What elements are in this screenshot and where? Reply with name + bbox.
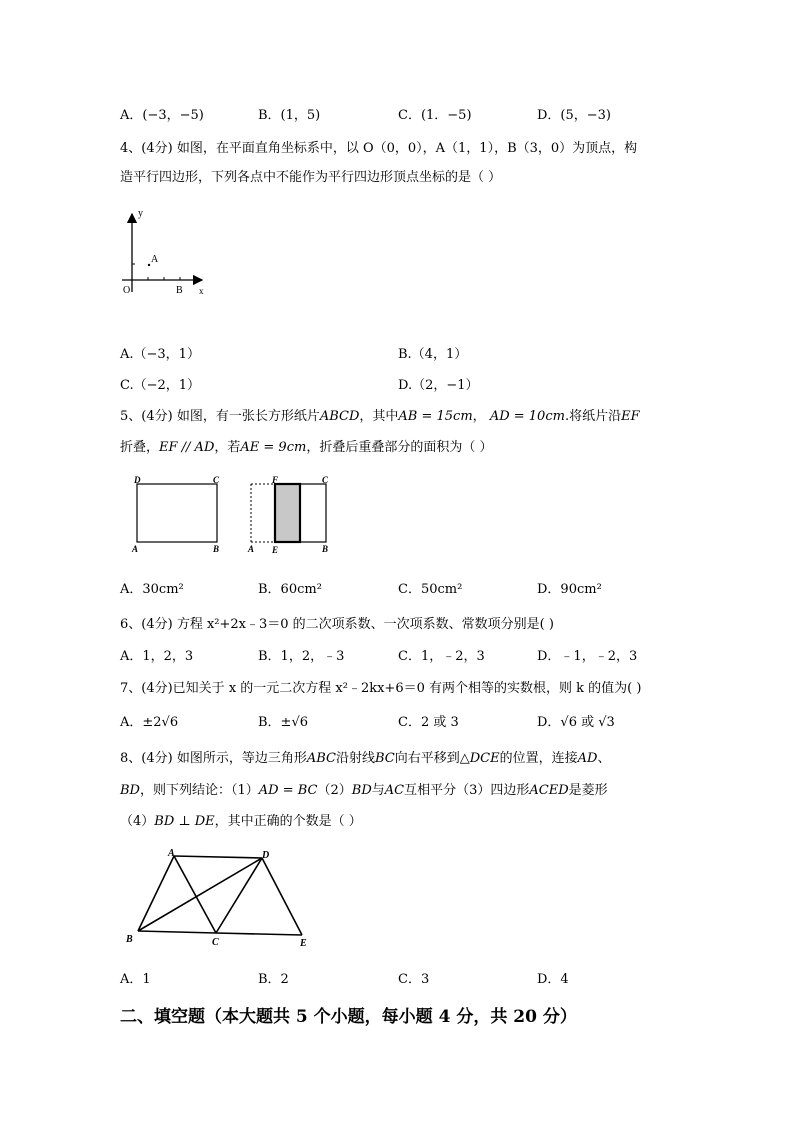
q5-question-line1: 5、(4分) 如图，有一张长方形纸片ABCD，其中AB = 15cm， AD = 10cm.将纸片沿EF	[120, 409, 640, 424]
q8-question-line3: （4）BD ⊥ DE，其中正确的个数是（ ）	[120, 814, 362, 829]
q6-option-b: B．1，2，﹣3	[258, 649, 345, 664]
q8-option-d: D．4	[537, 972, 569, 987]
q4-question-line2: 造平行四边形，下列各点中不能作为平行四边形顶点坐标的是（ ）	[120, 170, 502, 185]
q7-option-b: B．±√6	[258, 715, 309, 730]
svg-text:A: A	[132, 544, 139, 554]
section-2-heading: 二、填空题（本大题共 5 个小题，每小题 4 分，共 20 分）	[120, 1007, 577, 1027]
svg-text:C: C	[213, 475, 220, 485]
q8-question-line1: 8、(4分) 如图所示，等边三角形ABC沿射线BC向右平移到△DCE的位置，连接AD、	[120, 751, 611, 766]
q7-question: 7、(4分)已知关于 x 的一元二次方程 x²﹣2kx+6＝0 有两个相等的实数根，则 k 的值为( )	[120, 681, 642, 696]
q8-option-c: C．3	[398, 972, 430, 987]
paper-rectangle	[137, 484, 217, 542]
q3-option-c: C．(1．−5)	[398, 108, 472, 123]
x-axis-label: x	[199, 286, 204, 296]
q5-option-a: A．30cm²	[120, 582, 184, 597]
q3-option-a: A．(−3，−5)	[120, 108, 204, 123]
q7-option-c: C．2 或 3	[398, 715, 459, 730]
q5-option-b: B．60cm²	[258, 582, 322, 597]
q4-option-b: B.（4，1）	[398, 347, 468, 362]
origin-label: O	[123, 285, 131, 296]
svg-text:D: D	[262, 850, 270, 861]
q7-option-a: A．±2√6	[120, 715, 179, 730]
q5-option-c: C．50cm²	[398, 582, 463, 597]
q8-triangle-figure	[124, 846, 324, 950]
y-axis-label: y	[138, 208, 143, 219]
q6-option-d: D．﹣1，﹣2，3	[537, 649, 638, 664]
point-a	[148, 264, 150, 266]
q3-option-b: B．(1，5)	[258, 108, 321, 123]
q5-paper-fold-figure	[130, 474, 335, 556]
q4-option-a: A.（−3，1）	[120, 347, 200, 362]
svg-text:E: E	[272, 545, 279, 555]
q7-option-d: D．√6 或 √3	[537, 715, 615, 730]
svg-text:E: E	[300, 938, 307, 949]
svg-text:F: F	[272, 475, 279, 485]
q8-option-b: B．2	[258, 972, 289, 987]
q3-option-d: D．(5，−3)	[537, 108, 612, 123]
q4-coordinate-figure	[118, 204, 213, 300]
svg-text:A: A	[168, 848, 175, 859]
q6-option-c: C．1，﹣2，3	[398, 649, 485, 664]
q8-option-a: A．1	[120, 972, 151, 987]
q4-option-c: C.（−2，1）	[120, 378, 201, 393]
point-b-label: B	[176, 285, 183, 296]
svg-text:D: D	[134, 475, 141, 485]
q5-option-d: D．90cm²	[537, 582, 602, 597]
svg-text:C: C	[322, 475, 329, 485]
svg-text:C: C	[212, 937, 219, 948]
overlap-region	[275, 484, 300, 542]
svg-text:A: A	[248, 544, 255, 554]
point-a-label: A	[151, 254, 159, 265]
q4-question-line1: 4、(4分) 如图，在平面直角坐标系中，以 O（0，0），A（1，1），B（3，0）为顶点，构	[120, 141, 638, 156]
q5-question-line2: 折叠，EF // AD，若AE = 9cm，折叠后重叠部分的面积为（ ）	[120, 440, 493, 455]
q8-question-line2: BD，则下列结论：（1）AD = BC（2）BD与AC互相平分（3）四边形ACED是菱形	[120, 783, 608, 798]
q4-option-d: D.（2，−1）	[398, 378, 479, 393]
q6-question: 6、(4分) 方程 x²+2x﹣3＝0 的二次项系数、一次项系数、常数项分别是( )	[120, 617, 554, 632]
svg-text:B: B	[126, 934, 133, 945]
svg-text:B: B	[322, 544, 329, 554]
svg-text:B: B	[213, 544, 220, 554]
q6-option-a: A．1，2，3	[120, 649, 194, 664]
